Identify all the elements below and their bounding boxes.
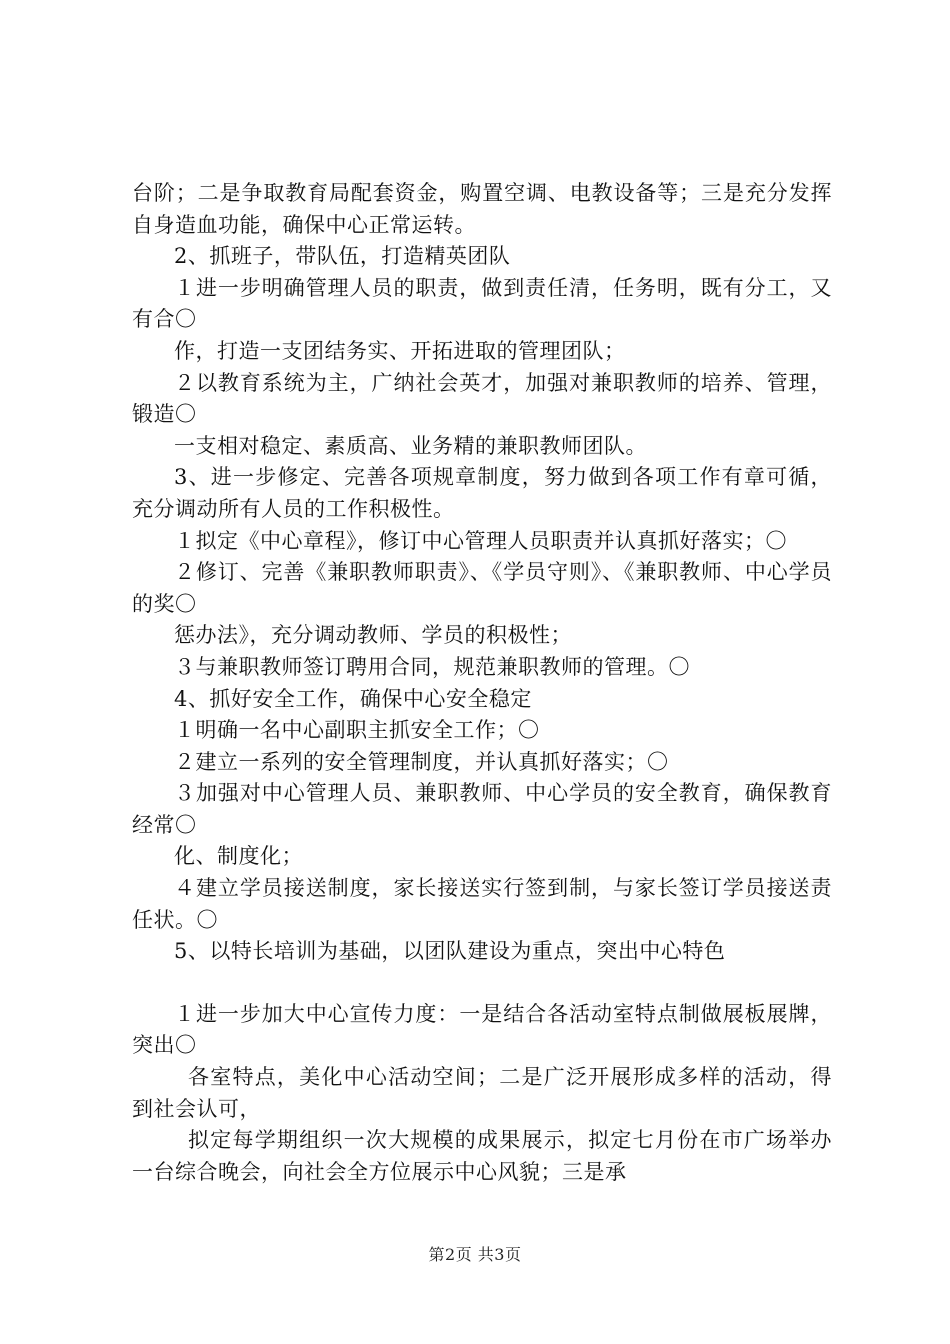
paragraph-3-3: ３与兼职教师签订聘用合同，规范兼职教师的管理。〇 [174, 654, 690, 679]
heading-4: 4、抓好安全工作，确保中心安全稳定 [174, 686, 532, 711]
paragraph-2-2-cont: 一支相对稳定、素质高、业务精的兼职教师团队。 [174, 433, 647, 458]
page-footer [0, 1242, 950, 1265]
paragraph-4-2: ２建立一系列的安全管理制度，并认真抓好落实；〇 [174, 749, 669, 774]
paragraph-4-4: ４建立学员接送制度，家长接送实行签到制，与家长签订学员接送责任状。〇 [132, 876, 832, 932]
paragraph-2-1: １进一步明确管理人员的职责，做到责任清，任务明，既有分工，又有合〇 [132, 275, 832, 332]
paragraph-5-1-cont: 各室特点，美化中心活动空间；二是广泛开展形成多样的活动，得到社会认可， [132, 1065, 832, 1121]
paragraph-4-3-cont: 化、制度化； [174, 844, 303, 869]
paragraph-3-2: ２修订、完善《兼职教师职责》、《学员守则》、《兼职教师、中心学员的奖〇 [132, 560, 832, 616]
paragraph-2-1-cont: 作，打造一支团结务实、开拓进取的管理团队； [174, 338, 626, 363]
paragraph-3-1: １拟定《中心章程》，修订中心管理人员职责并认真抓好落实；〇 [174, 528, 787, 553]
heading-2: 2、抓班子，带队伍，打造精英团队 [174, 244, 511, 269]
heading-3: 3、进一步修定、完善各项规章制度，努力做到各项工作有章可循，充分调动所有人员的工作积极性。 [132, 465, 832, 521]
paragraph-2-2: ２以教育系统为主，广纳社会英才，加强对兼职教师的培养、管理，锻造〇 [132, 370, 832, 427]
paragraph-3-2-cont: 惩办法》，充分调动教师、学员的积极性； [174, 623, 572, 648]
document-body [132, 178, 832, 1188]
page-number-label: 第2页 共3页 [428, 1245, 522, 1264]
paragraph-4-3: ３加强对中心管理人员、兼职教师、中心学员的安全教育，确保教育经常〇 [132, 781, 832, 837]
paragraph-4-1: １明确一名中心副职主抓安全工作；〇 [174, 718, 540, 743]
paragraph-1: 台阶；二是争取教育局配套资金，购置空调、电教设备等；三是充分发挥自身造血功能，确保中心正常运转。 [132, 181, 832, 237]
paragraph-5-1-cont-2: 拟定每学期组织一次大规模的成果展示，拟定七月份在市广场举办一台综合晚会，向社会全方位展示中心风貌；三是承 [132, 1128, 832, 1184]
paragraph-5-1: １进一步加大中心宣传力度：一是结合各活动室特点制做展板展牌，突出〇 [132, 1001, 832, 1058]
heading-5: 5、以特长培训为基础，以团队建设为重点，突出中心特色 [174, 939, 726, 964]
